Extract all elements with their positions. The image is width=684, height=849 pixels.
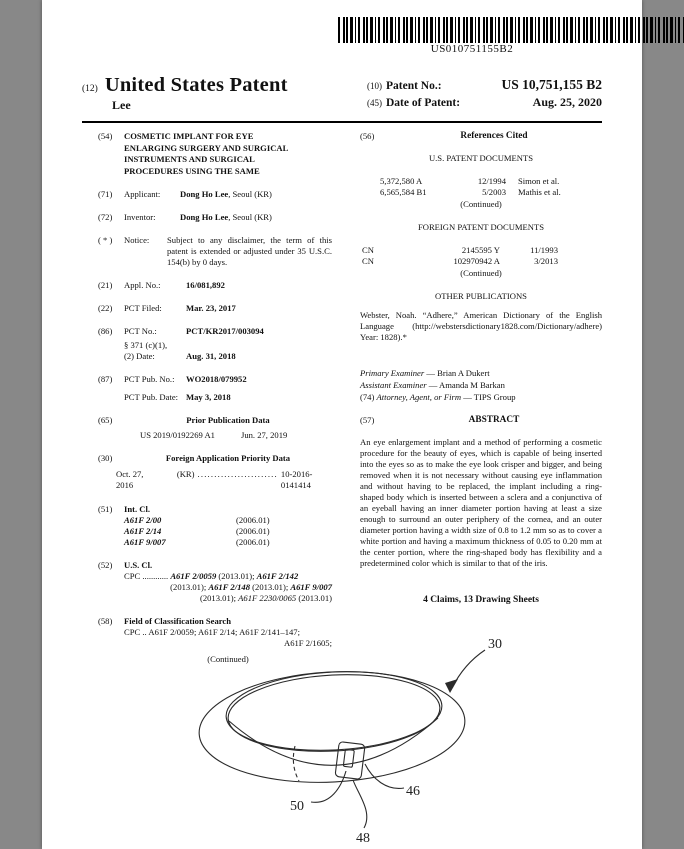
barcode [338, 17, 606, 55]
section-65-prior-pub [98, 415, 332, 426]
section-72-inventor [98, 212, 332, 223]
int-cl-version: (2006.01) [236, 537, 270, 547]
barcode-text: US010751155B2 [430, 43, 514, 55]
pct-filed-label: PCT Filed: [124, 303, 162, 313]
field-search-line: A61F 2/1605; [284, 638, 332, 648]
claims-line: 4 Claims, 13 Drawing Sheets [423, 595, 539, 605]
section-87-pct-pub [98, 374, 332, 403]
us-patent-row [360, 176, 602, 187]
patent-number: US 10,751,155 B2 [501, 77, 602, 92]
section-tag: (52) [98, 560, 113, 570]
date-tag: (45) [367, 98, 382, 108]
pct-pub-no-label: PCT Pub. No.: [124, 374, 175, 384]
section-tag: (22) [98, 303, 113, 313]
section-30-foreign-priority [98, 453, 332, 464]
prior-pub-heading: Prior Publication Data [186, 415, 270, 425]
field-search-line: CPC .. A61F 2/0059; A61F 2/14; A61F 2/141–147; [124, 627, 300, 637]
section-54-title [98, 131, 332, 177]
section-notice [98, 235, 332, 268]
foreign-priority-line [98, 469, 332, 491]
section-tag: (72) [98, 212, 113, 222]
foreign-priority-heading: Foreign Application Priority Data [165, 453, 291, 463]
section-tag: (87) [98, 374, 113, 384]
section-tag: (56) [360, 131, 375, 141]
kind-code-tag: (12) [82, 84, 98, 94]
patent-no-tag: (10) [367, 81, 382, 91]
section-371: § 371 (c)(1), [124, 340, 168, 350]
continued-note: (Continued) [207, 654, 249, 664]
content-columns [82, 131, 602, 677]
other-pubs-heading: OTHER PUBLICATIONS [435, 291, 527, 301]
inventor-value: Dong Ho Lee, Seoul (KR) [180, 212, 272, 222]
figure-label-30: 30 [488, 637, 502, 652]
figure-label-50: 50 [290, 799, 304, 814]
foreign-patent-row [360, 256, 602, 267]
section-tag: ( * ) [98, 235, 113, 245]
pct-pub-date-value: May 3, 2018 [186, 392, 231, 402]
section-tag: (21) [98, 280, 113, 290]
section-22-pct-filed [98, 303, 332, 314]
int-cl-code: A61F 9/007 [124, 537, 166, 547]
left-column [82, 131, 332, 677]
pct-pub-date-label: PCT Pub. Date: [124, 392, 179, 402]
continued-note: (Continued) [460, 199, 502, 209]
figure-label-48: 48 [356, 831, 370, 846]
references-heading: References Cited [460, 131, 528, 141]
patent-number-cell: 102970942 A [453, 256, 500, 266]
continued-note: (Continued) [460, 268, 502, 278]
priority-country: (KR) [176, 469, 195, 479]
leader-46 [365, 764, 404, 788]
figure-label-46: 46 [406, 784, 420, 799]
int-cl-code: A61F 2/14 [124, 526, 162, 536]
header-left [82, 74, 288, 113]
cpc-line: (2013.01); A61F 2/148 (2013.01); A61F 9/007 [170, 582, 332, 592]
int-cl-heading: Int. Cl. [124, 504, 151, 514]
patent-date-cell: 3/2013 [534, 256, 558, 266]
prior-pub-date: Jun. 27, 2019 [240, 430, 288, 440]
inventor-surname: Lee [112, 98, 131, 112]
field-search-heading: Field of Classification Search [124, 616, 232, 626]
country-code-cell: CN [362, 256, 374, 266]
page-title: United States Patent [104, 74, 288, 96]
priority-date: Oct. 27, 2016 [116, 469, 144, 490]
cpc-line: (2013.01); A61F 2230/0065 (2013.01) [199, 593, 332, 603]
patent-name-cell: Mathis et al. [518, 187, 561, 197]
date-371-value: Aug. 31, 2018 [186, 351, 236, 361]
header-divider [82, 121, 602, 123]
prior-pub-line [98, 430, 332, 441]
section-tag: (30) [98, 453, 113, 463]
notice-text: Subject to any disclaimer, the term of this patent is extended or adjusted under 35 U.S.C. 154(b) by 0 days. [167, 235, 332, 267]
int-cl-code: A61F 2/00 [124, 515, 162, 525]
us-cl-heading: U.S. Cl. [124, 560, 153, 570]
prior-pub-number: US 2019/0192269 A1 [140, 430, 215, 440]
abstract-text: An eye enlargement implant and a method of performing a cosmetic procedure for the beauty of eyes, which is capable of being inserted into the eyes so as to make the eye look crisper and bigger, and being removed when it is not necessary without causing eye inflammation and without having to be replaced, the implant including a ring-shaped body which is inserted between a sclera and a conjunctiva of an eyeball having an inner diameter portion having at least a size enough to surround an outer periphery of the cornea, and an outer diameter portion having a width size of 0.8 to 1.2 mm so as to cover a white portion and having a maximum thickness of 0.05 to 0.20 mm at the center portion, where the ring-shaped body has flexibility and a predetermined color which is similar to that of the iris. [360, 437, 602, 568]
patent-date-cell: 12/1994 [477, 176, 506, 186]
inventor-label: Inventor: [124, 212, 156, 222]
attorney-line: (74) Attorney, Agent, or Firm — TIPS Group [360, 392, 516, 402]
section-tag: (65) [98, 415, 113, 425]
notice-label: Notice: [124, 235, 150, 245]
patent-name-cell: Simon et al. [518, 176, 560, 186]
applicant-label: Applicant: [124, 189, 161, 199]
date-of-patent-label: Date of Patent: [386, 97, 461, 109]
cpc-line: CPC ............ A61F 2/0059 (2013.01); A61F 2/142 [124, 571, 299, 581]
us-patent-row [360, 187, 602, 198]
section-21-appl-no [98, 280, 332, 291]
patent-date-cell: 11/1993 [530, 245, 558, 255]
patent-date-cell: 5/2003 [482, 187, 506, 197]
assistant-examiner-line: Assistant Examiner — Amanda M Barkan [360, 380, 505, 390]
barcode-bars [338, 17, 606, 43]
leader-48 [353, 780, 367, 828]
us-docs-heading: U.S. PATENT DOCUMENTS [428, 153, 534, 163]
section-86-pct-no [98, 326, 332, 362]
arrowhead-30 [445, 679, 458, 693]
hidden-edge-dashed [293, 746, 299, 781]
foreign-docs-heading: FOREIGN PATENT DOCUMENTS [417, 222, 545, 232]
pct-no-value: PCT/KR2017/003094 [186, 326, 264, 336]
header [82, 74, 602, 113]
pct-no-label: PCT No.: [124, 326, 157, 336]
dot-leader: ........................ [197, 469, 278, 479]
section-tag: (71) [98, 189, 113, 199]
applicant-value: Dong Ho Lee, Seoul (KR) [180, 189, 272, 199]
pct-pub-no-value: WO2018/079952 [186, 374, 247, 384]
other-pubs-text: Webster, Noah. “Adhere,” American Dictionary of the English Language (http://webstersdictionary1828.com/Dictionary/adhere) Year: 1828).* [360, 310, 602, 342]
appl-no-value: 16/081,892 [186, 280, 225, 290]
patent-number-cell: 2145595 Y [461, 245, 500, 255]
int-cl-version: (2006.01) [236, 526, 270, 536]
priority-number: 10-2016-0141414 [280, 469, 313, 490]
patent-number-cell: 6,565,584 B1 [380, 187, 427, 197]
pct-filed-value: Mar. 23, 2017 [186, 303, 236, 313]
figure-drawing [42, 628, 642, 849]
ring-front-wall [229, 718, 438, 765]
section-56-references [360, 131, 602, 142]
patent-number-cell: 5,372,580 A [380, 176, 423, 186]
section-52-us-cl [98, 560, 332, 604]
date-371-label: (2) Date: [124, 351, 155, 361]
date-of-patent: Aug. 25, 2020 [532, 95, 602, 109]
section-tag: (57) [360, 415, 375, 425]
section-tag: (86) [98, 326, 113, 336]
abstract-heading: ABSTRACT [468, 415, 520, 425]
patent-front-page [42, 0, 642, 849]
int-cl-version: (2006.01) [236, 515, 270, 525]
leader-50 [311, 771, 346, 802]
section-57-abstract [360, 415, 602, 426]
right-column [360, 131, 602, 677]
foreign-patent-row [360, 245, 602, 256]
patent-no-label: Patent No.: [386, 80, 442, 92]
section-tag: (54) [98, 131, 113, 141]
section-51-int-cl [98, 504, 332, 548]
appl-no-label: Appl. No.: [124, 280, 161, 290]
section-71-applicant [98, 189, 332, 200]
country-code-cell: CN [362, 245, 374, 255]
invention-title: COSMETIC IMPLANT FOR EYE ENLARGING SURGERY AND SURGICAL INSTRUMENTS AND SURGICAL PROCEDURES USING THE SAME [124, 131, 289, 176]
section-tag: (58) [98, 616, 113, 626]
header-right [367, 74, 602, 113]
primary-examiner-line: Primary Examiner — Brian A Dukert [360, 368, 490, 378]
leader-30 [452, 650, 485, 688]
section-tag: (51) [98, 504, 113, 514]
